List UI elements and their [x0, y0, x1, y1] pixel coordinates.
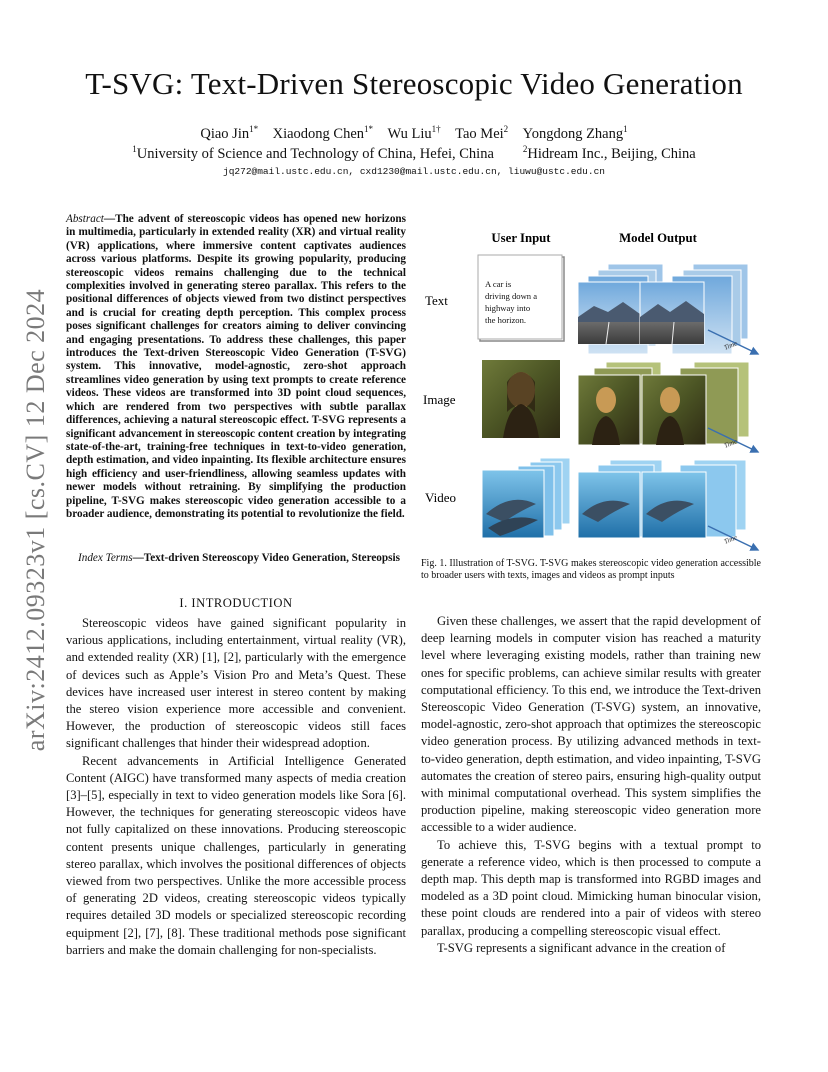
index-terms-label: Index Terms	[78, 552, 133, 564]
paragraph: T-SVG represents a significant advance in the creation of	[437, 940, 726, 955]
right-column-body	[421, 613, 761, 957]
affil-mark: 2	[522, 144, 528, 154]
index-terms: Index Terms—Text-driven Stereoscopy Video Generation, Stereopsis	[78, 552, 400, 564]
affiliation: University of Science and Technology of China, Hefei, China	[136, 145, 494, 162]
paragraph: To achieve this, T-SVG begins with a textual prompt to generate a reference video, which is then processed to compute a depth map. This depth map is transformed into RGBD images and modeled as a 3D point cloud. Mimicking human binocular vision, these point clouds are rendered into a pair of videos with stereo parallax, producing a compelling stereoscopic visual effect.	[421, 837, 761, 938]
author-affil-mark: 2	[503, 124, 509, 134]
header-model-output: Model Output	[619, 231, 697, 245]
row-label-video: Video	[425, 490, 456, 505]
prompt-line: the horizon.	[485, 315, 527, 325]
author-name: Wu Liu$^{1\dagger}$	[387, 124, 441, 142]
affil-mark: 1	[132, 144, 137, 154]
abstract-label: Abstract	[66, 213, 104, 225]
author-affil-mark: 1*	[364, 124, 374, 134]
output-dolphin-stack-right	[642, 460, 746, 538]
figure-caption: Fig. 1. Illustration of T-SVG. T-SVG makes stereoscopic video generation accessible to broader users with texts, images and videos as prompt inputs	[421, 558, 761, 582]
author-name: Tao Mei$^2$	[455, 124, 509, 142]
author-name: Xiaodong Chen$^{1*}$	[272, 124, 374, 142]
affiliation: Hidream Inc., Beijing, China	[527, 145, 696, 162]
paper-title: T-SVG: Text-Driven Stereoscopic Video Generation	[85, 66, 743, 101]
paragraph: Stereoscopic videos have gained significant popularity in various applications, including entertainment, virtual reality (VR), and extended reality (XR) [1], [2], particularly with the emergence of devices such as Apple’s Vision Pro and Meta’s Quest. These devices have increased user interest in stereo content by making the stereo vision experience more accessible and convenient. However, the production of stereoscopic videos still faces significant challenges that hinder their widespread adoption.	[66, 616, 406, 751]
affiliations	[0, 144, 828, 163]
row-label-text: Text	[425, 293, 448, 308]
prompt-line: highway into	[485, 303, 531, 313]
time-label: Time	[722, 437, 739, 450]
author-affil-mark: 1	[623, 124, 628, 134]
time-label: Time	[722, 533, 739, 546]
author-name: Qiao Jin$^{1*}$	[200, 124, 259, 142]
author-affil-mark: 1†	[431, 124, 441, 134]
author-list	[0, 124, 828, 143]
paragraph: Given these challenges, we assert that the rapid development of deep learning models in computer vision has reached a maturity level where leveraging existing models, rather than training new ones for specific problems, can achieve similar results with greater computational efficiency. To this end, we introduce the Text-driven Stereoscopic Video Generation (T-SVG) system, an innovative, model-agnostic, zero-shot approach that optimizes the stereoscopic video generation process. By utilizing advanced methods in text-to-video generation, depth estimation, and video inpainting, T-SVG automates the creation of stereo pairs, ensuring high-quality output with minimal computational overhead. This system simplifies the production pipeline, making stereoscopic video generation more accessible to a wider audience.	[421, 614, 761, 835]
abstract: Abstract—The advent of stereoscopic videos has opened new horizons in multimedia, particularly in extended reality (XR) and virtual reality (VR) applications, where immersive content captivates audiences across various platforms. Despite its growing popularity, producing stereoscopic videos remains challenging due to the technical complexities involved in generating stereo parallax. This refers to the positional differences of objects viewed from two distinct perspectives and is crucial for creating depth perception. This complex process poses significant challenges for creators aiming to deliver convincing and engaging presentations. To address these challenges, this paper introduces the Text-driven Stereoscopic Video Generation (T-SVG) system. This innovative, model-agnostic, zero-shot approach streamlines video generation by using text prompts to create reference videos. These videos are transformed into 3D point cloud sequences, which are rendered from two perspectives with subtle parallax differences, achieving a natural stereoscopic effect. T-SVG represents a significant advancement in stereoscopic content creation by integrating state-of-the-art, training-free techniques in text-to-video generation, depth estimation, and video inpainting. Its flexible architecture ensures high efficiency and user-friendliness, allowing seamless updates with newer models without retraining. By simplifying the production pipeline, T-SVG makes stereoscopic video generation accessible to a broader audience, demonstrating its potential to revolutionize the field.	[66, 213, 406, 520]
time-label: Time	[722, 339, 739, 352]
prompt-line: driving down a	[485, 291, 538, 301]
input-video-dolphins	[482, 458, 570, 538]
text-prompt-card	[478, 255, 564, 341]
input-image-portrait	[482, 360, 560, 438]
left-column-body	[66, 615, 406, 959]
prompt-line: A car is	[485, 279, 512, 289]
paragraph: Recent advancements in Artificial Intelligence Generated Content (AIGC) have transformed many aspects of media creation [3]–[5], especially in text to video generation models like Sora [6]. However, the techniques for generating stereoscopic videos have not fully capitalized on these innovations. Producing stereoscopic content presents unique challenges, particularly in generating stereo parallax, which involves the positional differences of objects viewed from two perspectives. Unlike the more accessible process of generating 2D videos, creating stereoscopic videos typically requires detailed 3D models or specialized stereoscopic recording equipment [2], [7], [8]. These traditional methods pose significant barriers and make the domain challenging for non-specialists.	[66, 753, 406, 957]
row-label-image: Image	[423, 392, 456, 407]
index-terms-text: Text-driven Stereoscopy Video Generation, Stereopsis	[143, 552, 400, 564]
arxiv-stamp: arXiv:2412.09323v1 [cs.CV] 12 Dec 2024	[21, 288, 50, 752]
figure-1	[418, 222, 768, 552]
section-heading: I. INTRODUCTION	[179, 596, 293, 610]
author-name: Yongdong Zhang$^1$	[522, 124, 628, 142]
author-emails: jq272@mail.ustc.edu.cn, cxd1230@mail.ustc.edu.cn, liuwu@ustc.edu.cn	[223, 166, 605, 177]
header-user-input: User Input	[491, 231, 551, 245]
author-affil-mark: 1*	[249, 124, 259, 134]
abstract-text: The advent of stereoscopic videos has opened new horizons in multimedia, particularly in extended reality (XR) and virtual reality (VR) applications, where immersive content captivates audiences across various platforms. Despite its growing popularity, producing stereoscopic videos remains challenging due to the technical complexities involved in generating stereo parallax. This refers to the positional differences of objects viewed from two distinct perspectives and is crucial for creating depth perception. This complex process poses significant challenges for creators aiming to deliver convincing and engaging presentations. To address these challenges, this paper introduces the Text-driven Stereoscopic Video Generation (T-SVG) system. This innovative, model-agnostic, zero-shot approach streamlines video generation by using text prompts to create reference videos. These videos are transformed into 3D point cloud sequences, which are rendered from two perspectives with subtle parallax differences, achieving a natural stereoscopic effect. T-SVG represents a significant advancement in stereoscopic content creation by integrating state-of-the-art, training-free techniques in text-to-video generation, depth estimation, and video inpainting. Its flexible architecture ensures high efficiency and user-friendliness, allowing seamless updates with newer models without retraining. By simplifying the production pipeline, T-SVG makes stereoscopic video generation accessible to a broader audience, demonstrating its potential to revolutionize the field.	[66, 213, 406, 520]
